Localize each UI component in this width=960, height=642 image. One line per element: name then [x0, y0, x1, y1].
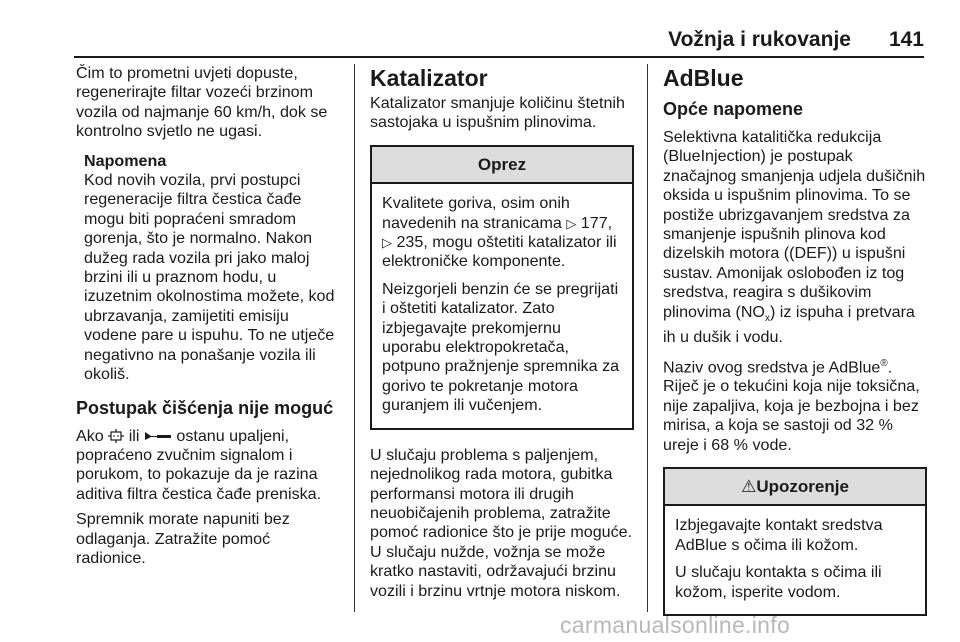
paragraph: Spremnik morate napuniti bez odlaganja. Zatražite pomoć radionice.: [76, 510, 290, 567]
reference-icon: ▷: [566, 215, 577, 231]
exhaust-filter-warning-icon: [108, 429, 124, 443]
column-2: [370, 64, 634, 607]
paragraph: U slučaju problema s paljenjem, nejednolikog rada motora, gubitka performansi motora ili drugih neuobičajenih problema, zatražite pomoć radionice što je prije moguće. U slučaju nužde, vožnja se može kratko nastaviti, održavajući brzinu vozili i brzinu vrtnje motora niskom.: [370, 445, 633, 600]
paragraph: Katalizator smanjuje količinu štetnih sastojaka u ispušnim plinovima.: [370, 94, 625, 132]
column-3: [663, 64, 927, 632]
caution-title: Oprez: [372, 147, 632, 184]
watermark: carmanualsonline.info: [560, 612, 791, 638]
paragraph: Selektivna katalitička redukcija (BlueInjection) je postupak značajnog smanjenja udjela dušičnih oksida u ispušnim plinovima. To se postiže ubrizgavanjem sredstva za smanjenje ispušnih plinova kod dizelskih motora ((DEF)) u ispušni sustav. Amonijak oslobođen iz tog sredstva, reagira s dušikovim plinovima $(NO_x)$ iz ispuha i pretvara ih u dušik i vodu.: [663, 128, 926, 347]
note: [84, 152, 342, 385]
adblue-level-icon: [144, 430, 172, 442]
warning-icon: ⚠: [741, 477, 757, 497]
page-header: [668, 28, 924, 56]
paragraph: Ako ili ostanu upaljeni, popraćeno zvučnim signalom i porukom, to pokazuje da je razina aditiva filtra čestica čađe preniska.: [76, 426, 322, 503]
column-divider: [354, 64, 355, 612]
caution-box: [370, 145, 634, 430]
warning-body: Izbjegavajte kontakt sredstva AdBlue s očima ili kožom. U slučaju kontakta s očima ili kožom, isperite vodom.: [675, 516, 883, 601]
section-heading: Katalizator: [370, 65, 488, 91]
section-title: Vožnja i rukovanje: [668, 28, 851, 51]
section-heading: Postupak čišćenja nije moguć: [76, 397, 334, 418]
caution-body: Kvalitete goriva, osim onih navedenih na stranicama ▷ 177, ▷ 235, mogu oštetiti katalizator ili elektroničke komponente. Neizgorjeli benzin će se pregrijati i oštetiti katalizator. Zato izbjegavajte prekomjernu uporabu elektropokretača, potpuno pražnjenje spremnika za gorivo te pokretanje motora guranjem ili vučenjem.: [382, 194, 620, 415]
warning-box: [663, 467, 927, 616]
header-rule: [74, 56, 924, 58]
note-title: Napomena: [84, 151, 167, 170]
paragraph: Čim to prometni uvjeti dopuste, regenerirajte filtar vozeći brzinom vozila od najmanje 60 km/h, dok se kontrolno svjetlo ne ugasi.: [76, 64, 328, 141]
paragraph: Naziv ovog sredstva je AdBlue®. Riječ je o tekućini koja nije toksična, nije zapaljiva, koja je bezbojna i bez mirisa, a koja se sastoji od 32 % ureje i 68 % vode.: [663, 357, 920, 454]
warning-title: ⚠Upozorenje: [665, 469, 925, 506]
column-divider: [647, 64, 648, 612]
page-number: 141: [888, 28, 924, 51]
column-1: [76, 64, 342, 574]
note-text: Kod novih vozila, prvi postupci regeneracije filtra čestica čađe mogu biti popraćeni smradom gorenja, što je normalno. Nakon dužeg rada vozila pri jako maloj brzini ili u praznom hodu, u izuzetnim okolnostima možete, kod ubrzavanja, zamijetiti emisiju vodene pare u ispuhu. To ne utječe negativno na ponašanje vozila ili okoliš.: [84, 171, 335, 384]
reference-icon: ▷: [382, 235, 392, 251]
subsection-heading: Opće napomene: [663, 99, 804, 119]
section-heading: AdBlue: [663, 65, 744, 91]
